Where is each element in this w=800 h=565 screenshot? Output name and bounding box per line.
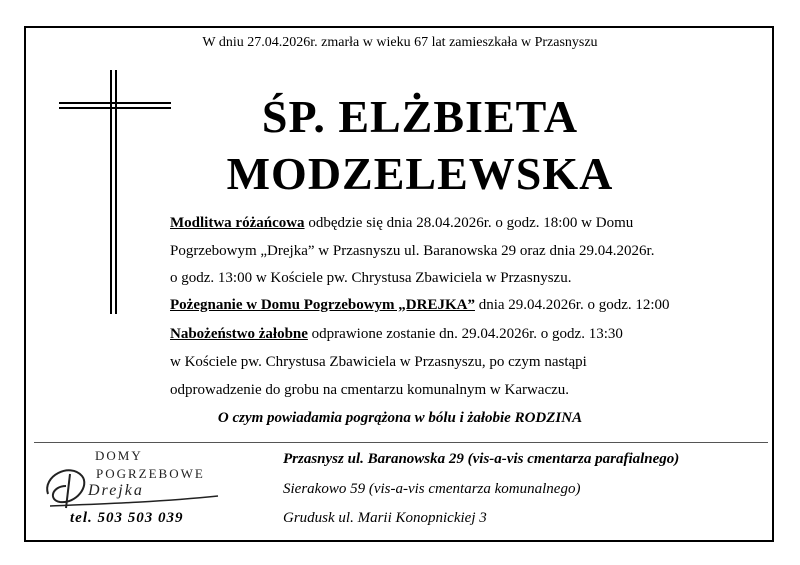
deceased-name-line2: MODZELEWSKA [226,148,614,199]
closing-text: O czym powiadamia pogrążona w bólu i żałobie RODZINA [217,410,583,426]
mass-label: Nabożeństwo żałobne [170,326,308,342]
prayer-label: Modlitwa różańcowa [170,215,305,231]
mass-line1 [170,326,623,343]
logo-drejka: Drejka [88,482,144,499]
farewell-text: dnia 29.04.2026r. o godz. 12:00 [474,297,670,313]
deceased-name-line1: ŚP. ELŻBIETA [261,91,579,142]
mass-line3: odprowadzenie do grobu na cmentarzu komunalnym w Karwaczu. [170,382,570,398]
address-sierakowo: Sierakowo 59 (vis-a-vis cmentarza komunalnego) [283,481,581,497]
separator-line [34,442,768,443]
address-grudusk: Grudusk ul. Marii Konopnickiej 3 [283,510,487,526]
mass-line2: w Kościele pw. Chrystusa Zbawiciela w Przasnyszu, po czym nastąpi [170,354,587,370]
prayer-line2: Pogrzebowym „Drejka” w Przasnyszu ul. Baranowska 29 oraz dnia 29.04.2026r. [170,243,655,259]
logo-pogrzebowe: POGRZEBOWE [96,466,205,481]
mass-text: odprawione zostanie dn. 29.04.2026r. o godz. 13:30 [307,326,623,342]
logo-domy: DOMY [95,448,143,463]
prayer-line1 [170,215,633,232]
address-przasnysz: Przasnysz ul. Baranowska 29 (vis-a-vis cmentarza parafialnego) [283,451,680,467]
farewell-line [170,297,670,314]
farewell-label: Pożegnanie w Domu Pogrzebowym „DREJKA” [170,297,475,313]
prayer-line3: o godz. 13:00 w Kościele pw. Chrystusa Zbawiciela w Przasnyszu. [170,270,572,286]
intro-text: W dniu 27.04.2026r. zmarła w wieku 67 lat zamieszkała w Przasnyszu [202,35,598,50]
prayer-text: odbędzie się dnia 28.04.2026r. o godz. 18:00 w Domu [304,215,634,231]
phone-number: tel. 503 503 039 [70,510,184,526]
